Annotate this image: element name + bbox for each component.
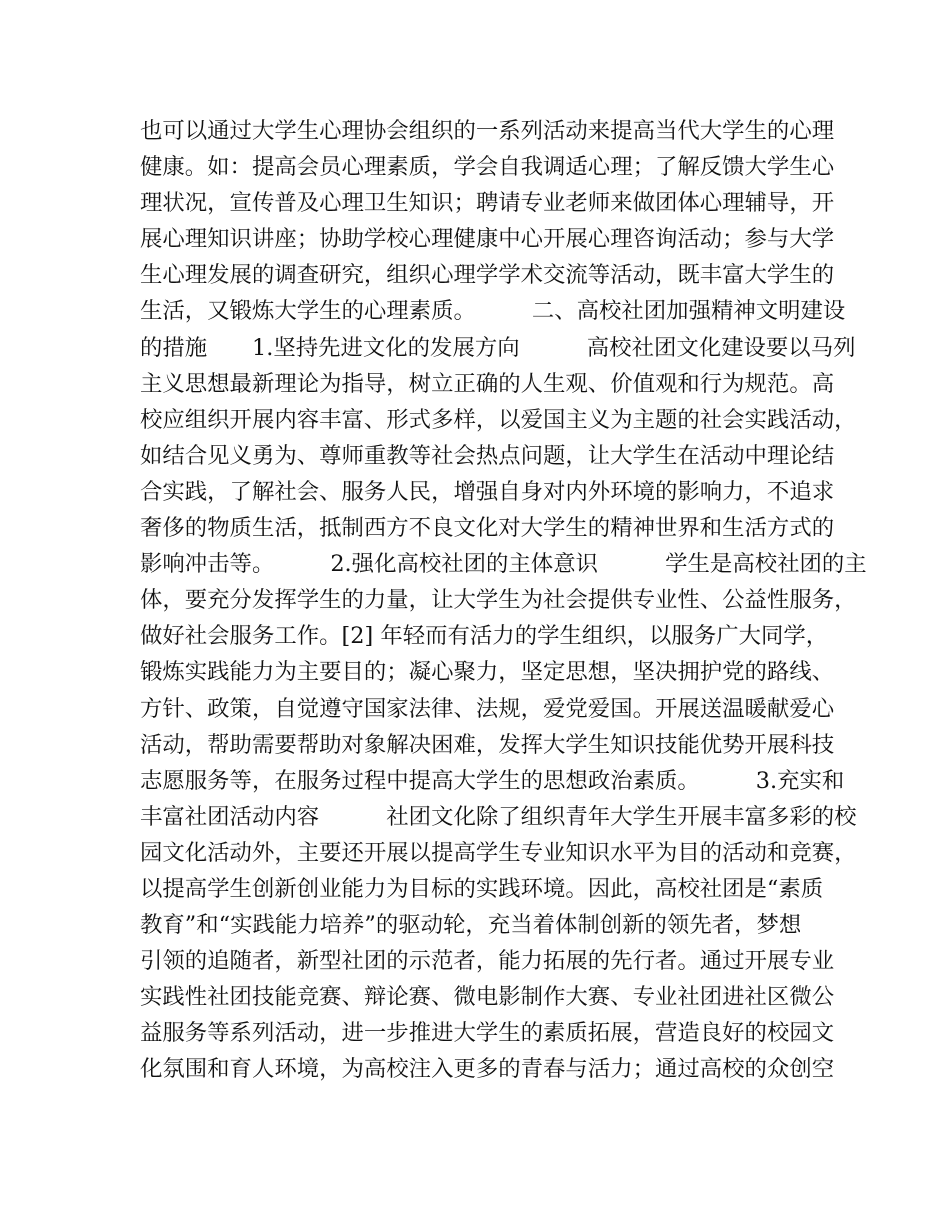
text-line: 实践性社团技能竞赛、辩论赛、微电影制作大赛、专业社团进社区微公: [140, 984, 835, 1011]
text-line: 做好社会服务工作。[2] 年轻而有活力的学生组织，以服务广大同学，: [140, 623, 829, 650]
text-line: 志愿服务等，在服务过程中提高大学生的思想政治素质。 3.充实和: [140, 767, 845, 794]
text-line: 校应组织开展内容丰富、形式多样，以爱国主义为主题的社会实践活动，: [140, 406, 857, 433]
text-line: 如结合见义勇为、尊师重教等社会热点问题，让大学生在活动中理论结: [140, 442, 835, 469]
text-line: 主义思想最新理论为指导，树立正确的人生观、价值观和行为规范。高: [140, 370, 835, 397]
text-line: 展心理知识讲座；协助学校心理健康中心开展心理咨询活动；参与大学: [140, 226, 835, 253]
text-line: 锻炼实践能力为主要目的；凝心聚力，坚定思想，坚决拥护党的路线、: [140, 659, 835, 686]
text-line: 生活，又锻炼大学生的心理素质。 二、高校社团加强精神文明建设: [140, 298, 846, 325]
body-text: [140, 113, 867, 1088]
text-line: 合实践，了解社会、服务人民，增强自身对内外环境的影响力，不追求: [140, 478, 835, 505]
text-line: 益服务等系列活动，进一步推进大学生的素质拓展，营造良好的校园文: [140, 1020, 835, 1047]
text-line: 生心理发展的调查研究，组织心理学学术交流等活动，既丰富大学生的: [140, 262, 835, 289]
text-line: 化氛围和育人环境，为高校注入更多的青春与活力；通过高校的众创空: [140, 1056, 835, 1083]
text-line: 奢侈的物质生活，抵制西方不良文化对大学生的精神世界和生活方式的: [140, 515, 835, 542]
text-line: 也可以通过大学生心理协会组织的一系列活动来提高当代大学生的心理: [140, 118, 835, 144]
text-line: 影响冲击等。 2.强化高校社团的主体意识 学生是高校社团的主: [140, 551, 867, 578]
text-line: 丰富社团活动内容 社团文化除了组织青年大学生开展丰富多彩的校: [140, 803, 857, 830]
text-line: 体，要充分发挥学生的力量，让大学生为社会提供专业性、公益性服务，: [140, 587, 857, 614]
text-line: 教育”和“实践能力培养”的驱动轮，充当着体制创新的领先者，梦想: [140, 912, 802, 939]
text-line: 活动，帮助需要帮助对象解决困难，发挥大学生知识技能优势开展科技: [140, 731, 835, 758]
text-line: 健康。如：提高会员心理素质，学会自我调适心理；了解反馈大学生心: [140, 154, 835, 181]
text-line: 以提高学生创新创业能力为目标的实践环境。因此，高校社团是“素质: [140, 875, 824, 902]
text-line: 园文化活动外，主要还开展以提高学生专业知识水平为目的活动和竞赛，: [140, 839, 857, 866]
text-line: 方针、政策，自觉遵守国家法律、法规，爱党爱国。开展送温暖献爱心: [140, 695, 835, 722]
text-line: 理状况，宣传普及心理卫生知识；聘请专业老师来做团体心理辅导，开: [140, 190, 835, 217]
text-line: 的措施 1.坚持先进文化的发展方向 高校社团文化建设要以马列: [140, 334, 856, 361]
text-line: 引领的追随者，新型社团的示范者，能力拓展的先行者。通过开展专业: [140, 948, 835, 975]
